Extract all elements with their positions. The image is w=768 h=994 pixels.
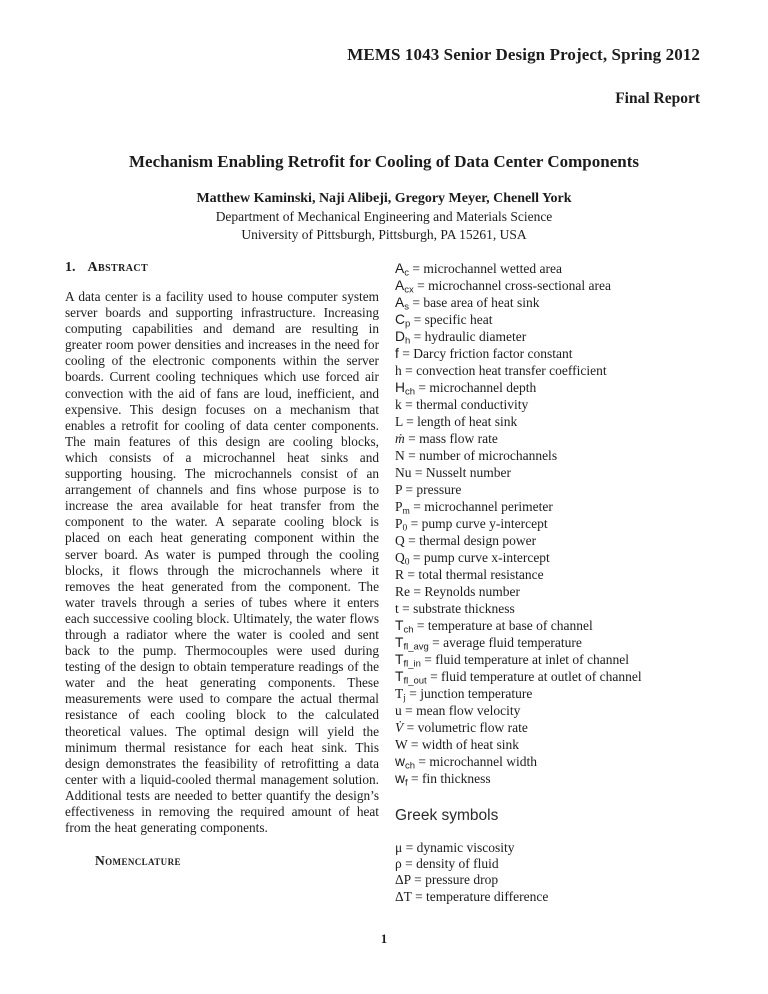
symbol: u xyxy=(395,703,402,718)
nomenclature-item xyxy=(395,532,711,549)
definition-text: = base area of heat sink xyxy=(408,295,540,310)
definition-text: = total thermal resistance xyxy=(404,567,544,582)
nomenclature-item xyxy=(395,840,711,856)
definition-text: = specific heat xyxy=(410,312,493,327)
symbol: $H_{ch}$ xyxy=(395,380,416,398)
nomenclature-item xyxy=(395,856,711,872)
nomenclature-item xyxy=(395,413,711,430)
nomenclature-item xyxy=(395,362,711,379)
nomenclature-heading: Nomenclature xyxy=(95,853,181,869)
nomenclature-item xyxy=(395,396,711,413)
course-line: MEMS 1043 Senior Design Project, Spring 2012 xyxy=(347,45,700,64)
symbol: P xyxy=(395,482,403,497)
definition-text: = fluid temperature at inlet of channel xyxy=(420,652,630,667)
symbol: Re xyxy=(395,584,410,599)
definition-text: = number of microchannels xyxy=(404,448,558,463)
symbol: k xyxy=(395,397,402,412)
nomenclature-item xyxy=(395,294,711,311)
nomenclature-item xyxy=(395,430,711,447)
symbol: $T_{fl\_avg}$ xyxy=(395,635,429,653)
nomenclature-item xyxy=(395,719,711,736)
symbol: ΔP xyxy=(395,872,411,888)
definition-text: = microchannel depth xyxy=(415,380,537,395)
nomenclature-item xyxy=(395,651,711,668)
definition-text: = pump curve y-intercept xyxy=(407,516,548,531)
two-column-body xyxy=(0,260,768,905)
definition-text: = Nusselt number xyxy=(411,465,511,480)
section-title: Abstract xyxy=(87,260,149,275)
left-column xyxy=(65,260,379,905)
definition-text: = substrate thickness xyxy=(398,601,515,616)
nomenclature-item xyxy=(395,702,711,719)
nomenclature-item xyxy=(395,260,711,277)
nomenclature-item xyxy=(395,277,711,294)
definition-text: = dynamic viscosity xyxy=(402,840,515,855)
definition-text: = mass flow rate xyxy=(404,431,498,446)
definition-text: = microchannel cross-sectional area xyxy=(413,278,611,293)
nomenclature-item xyxy=(395,685,711,702)
symbol: $w_{ch}$ xyxy=(395,754,416,772)
symbol: R xyxy=(395,567,405,582)
authors-line: Matthew Kaminski, Naji Alibeji, Gregory Meyer, Chenell York xyxy=(196,191,572,206)
definition-text: = convection heat transfer coefficient xyxy=(401,363,607,378)
symbol: $Q_0$ xyxy=(395,550,410,568)
symbol: f xyxy=(395,346,399,361)
symbol: t xyxy=(395,601,399,616)
nomenclature-item xyxy=(395,889,711,905)
definition-text: = Reynolds number xyxy=(410,584,520,599)
nomenclature-item xyxy=(395,464,711,481)
definition-text: = length of heat sink xyxy=(402,414,518,429)
definition-text: = pressure drop xyxy=(410,872,499,888)
greek-symbols-list xyxy=(395,840,711,905)
definition-text: = hydraulic diameter xyxy=(410,329,527,344)
symbol: L xyxy=(395,414,403,429)
symbol: $T_{fl\_out}$ xyxy=(395,669,427,687)
page-header xyxy=(0,45,700,108)
symbol: $T_{ch}$ xyxy=(395,618,414,636)
symbol: $C_p$ xyxy=(395,312,411,330)
definition-text: = microchannel perimeter xyxy=(409,499,553,514)
symbol: W xyxy=(395,737,408,752)
definition-text: = microchannel width xyxy=(415,754,537,769)
nomenclature-item xyxy=(395,549,711,566)
nomenclature-list xyxy=(395,260,711,787)
definition-text: = microchannel wetted area xyxy=(408,261,562,276)
nomenclature-item xyxy=(395,328,711,345)
nomenclature-item xyxy=(395,770,711,787)
nomenclature-item xyxy=(395,736,711,753)
nomenclature-item xyxy=(395,498,711,515)
nomenclature-item xyxy=(395,617,711,634)
symbol: $A_s$ xyxy=(395,295,409,313)
definition-text: = pressure xyxy=(402,482,462,497)
symbol: Q xyxy=(395,533,405,548)
nomenclature-item xyxy=(395,583,711,600)
symbol: h xyxy=(395,363,402,378)
definition-text: = fin thickness xyxy=(407,771,491,786)
nomenclature-item xyxy=(395,311,711,328)
definition-text: = temperature at base of channel xyxy=(413,618,593,633)
section-number: 1. xyxy=(65,260,76,275)
affiliation-department: Department of Mechanical Engineering and Materials Science xyxy=(215,209,553,224)
nomenclature-item xyxy=(395,447,711,464)
symbol: $w_f$ xyxy=(395,771,408,789)
symbol: $T_j$ xyxy=(395,686,406,704)
page-number: 1 xyxy=(380,932,388,946)
definition-text: = Darcy friction factor constant xyxy=(398,346,573,361)
symbol: ṁ xyxy=(395,431,405,446)
symbol: Nu xyxy=(395,465,412,480)
symbol: $P_m$ xyxy=(395,499,410,517)
nomenclature-item xyxy=(395,515,711,532)
definition-text: = width of heat sink xyxy=(407,737,519,752)
definition-text: = thermal design power xyxy=(404,533,537,548)
definition-text: = density of fluid xyxy=(401,856,499,872)
symbol: $P_0$ xyxy=(395,516,408,534)
definition-text: = pump curve x-intercept xyxy=(409,550,550,565)
symbol: V̇ xyxy=(395,720,404,735)
nomenclature-item xyxy=(395,668,711,685)
definition-text: = mean flow velocity xyxy=(401,703,521,718)
definition-text: = fluid temperature at outlet of channel xyxy=(426,669,642,684)
symbol: ρ xyxy=(395,856,402,872)
greek-symbols-heading: Greek symbols xyxy=(395,807,499,824)
abstract-heading xyxy=(65,260,379,276)
report-type: Final Report xyxy=(615,90,700,107)
right-column xyxy=(395,260,711,905)
nomenclature-item xyxy=(395,753,711,770)
definition-text: = temperature difference xyxy=(411,888,549,904)
definition-text: = thermal conductivity xyxy=(401,397,529,412)
symbol: $D_h$ xyxy=(395,329,411,347)
definition-text: = average fluid temperature xyxy=(428,635,582,650)
definition-text: = junction temperature xyxy=(405,686,533,701)
symbol: ΔT xyxy=(395,888,412,904)
paper-title: Mechanism Enabling Retrofit for Cooling of Data Center Components xyxy=(129,152,639,171)
nomenclature-item xyxy=(395,566,711,583)
definition-text: = volumetric flow rate xyxy=(403,720,528,735)
symbol: $A_{cx}$ xyxy=(395,278,414,296)
nomenclature-item xyxy=(395,345,711,362)
symbol: N xyxy=(395,448,405,463)
symbol: $A_c$ xyxy=(395,261,409,279)
affiliation-university: University of Pittsburgh, Pittsburgh, PA 15261, USA xyxy=(241,226,527,242)
nomenclature-item xyxy=(395,379,711,396)
nomenclature-item xyxy=(395,481,711,498)
symbol: $T_{fl\_in}$ xyxy=(395,652,421,670)
nomenclature-item xyxy=(395,600,711,617)
nomenclature-item xyxy=(395,872,711,888)
abstract-paragraph: A data center is a facility used to house computer system server boards and supporting infrastructure. Increasing computing capabilities and demand are resulting in greater room power densities and increases in the need for cooling of the electronic components within the server boards. Current cooling techniques which use forced air convection with the aid of fans are loud, inefficient, and expensive. This design focuses on a mechanism that enables a retrofit for cooling of data center components. The main features of this design are cooling blocks, which consists of a microchannel heat sinks and supporting housing. The microchannels consist of an arrangement of channels and fins whose purpose is to increase the area available for heat transfer from the component to the water. A separate cooling block is placed on each heat generating component within the server board. As water is pumped through the cooling blocks, it flows through the microchannels where it removes the heat generated from the component. The water travels through a series of tubes where it enters each successive cooling block. Ultimately, the water flows through a radiator where the water is cooled and sent back to the pump. Thermocouples were used during testing of the design to obtain temperature readings of the water and the heat generating components. These measurements were used to compare the actual thermal resistance of each cooling block to the calculated theoretical values. The optimal design will yield the minimum thermal resistance for each heat sink. This design demonstrates the feasibility of retrofitting a data center with a liquid-cooled thermal management solution. Additional tests are needed to better quantify the design’s effectiveness in removing the required amount of heat from the heat generating components. xyxy=(65,289,379,836)
symbol: μ xyxy=(395,840,403,855)
nomenclature-item xyxy=(395,634,711,651)
